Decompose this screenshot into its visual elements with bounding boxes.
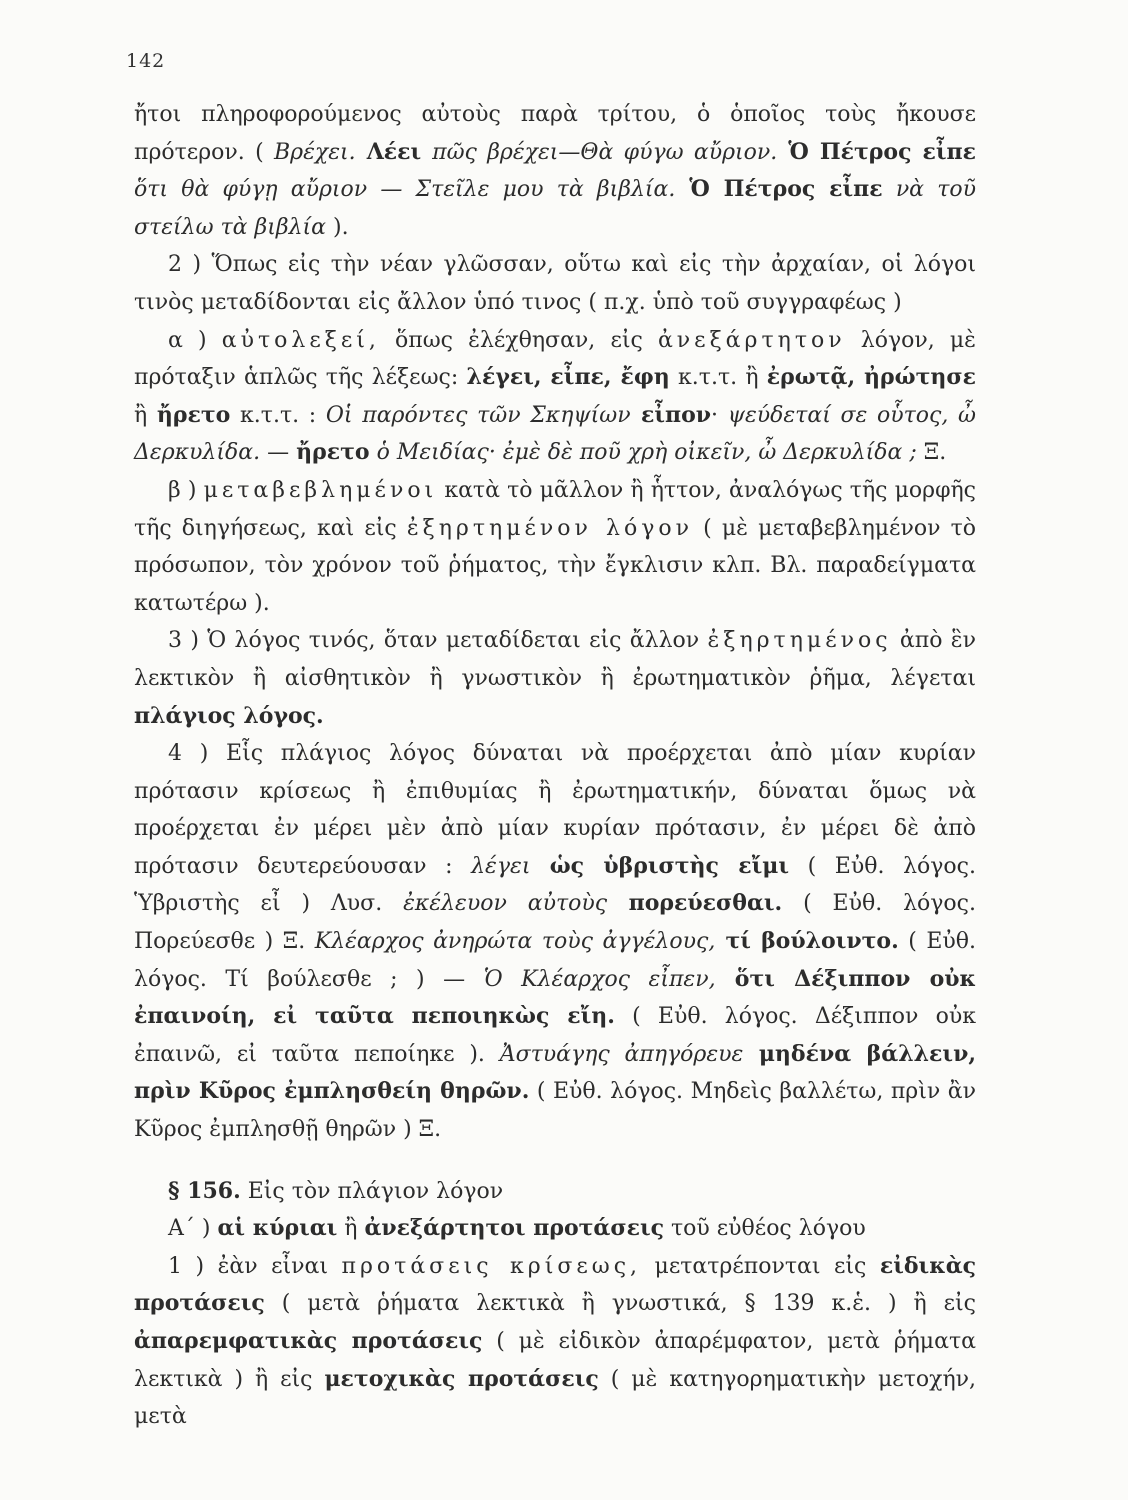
text-segment: τοῦ εὐθέος λόγου <box>664 1216 866 1242</box>
text-segment: ἢ <box>337 1216 365 1242</box>
text-segment: ἤτοι πληροφορούμενος αὐτοὺς παρὰ τρίτου, ὁ ὁποῖος τοὺς ἤκουσε πρότερον. ( <box>134 102 976 165</box>
text-segment: νὰ τοῦ στείλω τὰ βιβλία <box>134 177 977 240</box>
text-segment: μετοχικὰς προτάσεις <box>324 1365 599 1392</box>
text-segment: ἀπὸ ἓν λεκτικὸν ἢ αἰσθητικὸν ἢ γνωστικὸν ἢ ἐρωτηματικὸν ῥῆμα, λέγεται <box>134 628 976 691</box>
text-segment: ψεύδεταί σε οὗτος, ὦ Δερκυλίδα. <box>134 402 976 466</box>
text-segment: λόγον, μὲ πρόταξιν ἁπλῶς τῆς λέξεως: <box>134 327 976 391</box>
text-segment: 2 ) Ὅπως εἰς τὴν νέαν γλῶσσαν, οὕτω καὶ εἰς τὴν ἀρχαίαν, οἱ λόγοι τινὸς μεταδίδονται εἰς ἄλλον ὑπό τινος ( π.χ. ὑπὸ τοῦ συγγραφέως ) <box>134 252 976 315</box>
paragraph <box>134 1248 976 1436</box>
text-segment: α ) <box>168 327 222 353</box>
text-segment: ὁ Μειδίας· ἐμὲ δὲ ποῦ χρὴ οἰκεῖν, ὦ Δερκυλίδα ; <box>376 440 917 466</box>
section-heading <box>134 1173 976 1211</box>
text-segment: — <box>260 440 297 466</box>
text-segment: · <box>711 402 728 428</box>
text-segment: ἀνεξάρτητοι προτάσεις <box>364 1215 664 1242</box>
text-segment: ( Εὐθ. λόγος. Ὑβριστὴς εἶ ) Λυσ. <box>134 853 976 917</box>
text-segment: ὅτι θὰ φύγῃ αὔριον — Στεῖλε μου τὰ βιβλία. <box>134 177 676 203</box>
text-segment: ὡς ὑβριστὴς εἴμι <box>530 852 789 879</box>
text-segment: ὅπως ἐλέχθησαν, εἰς <box>379 327 658 353</box>
text-segment: β ) <box>168 477 204 503</box>
text-segment: αἱ κύριαι <box>217 1215 338 1242</box>
paragraph <box>134 1210 976 1248</box>
text-segment: ( μὲ μεταβεβλημένον τὸ πρόσωπον, τὸν χρόνον τοῦ ῥήματος, τὴν ἔγκλισιν κλπ. Βλ. παραδείγματα κατωτέρω ). <box>134 515 976 616</box>
text-segment <box>883 177 896 202</box>
text-segment: Οἱ παρόντες τῶν Σκηψίων <box>325 402 631 428</box>
text-segment: Λέει <box>355 138 433 165</box>
paragraph <box>134 735 976 1149</box>
text-segment: προτάσεις κρίσεως, <box>341 1253 642 1279</box>
text-segment: Βρέχει. <box>274 139 356 165</box>
text-segment: ἐκέλευον αὐτοὺς <box>403 891 608 917</box>
text-segment: ( μετὰ ῥήματα λεκτικὰ ἢ γνωστικά, § 139 κ.ἑ. ) ἢ εἰς <box>264 1291 976 1317</box>
text-segment: ( Εὐθ. λόγος. Δέξιππον οὐκ ἐπαινῶ, εἰ ταῦτα πεποίηκε ). <box>134 1004 976 1067</box>
text-segment: ἐρωτᾷ, ἠρώτησε <box>766 364 977 391</box>
text-segment: λέγει <box>471 853 531 879</box>
text-segment: πορεύεσθαι. <box>607 890 783 917</box>
text-segment: ). <box>326 214 349 240</box>
text-segment: κ.τ.τ. : <box>230 402 326 428</box>
text-segment: § 156. <box>168 1177 241 1204</box>
text-segment: ἀνεξάρτητον <box>657 327 846 353</box>
text-segment: Ξ. <box>916 440 947 466</box>
text-segment: ( μὲ κατηγορηματικὴν μετοχήν, μετὰ <box>134 1366 976 1430</box>
text-segment: πῶς βρέχει—Θὰ φύγω αὔριον. <box>432 139 778 165</box>
text-segment: κ.τ.τ. ἢ <box>669 365 767 391</box>
text-segment: ἐξηρτημένος <box>707 628 892 654</box>
paragraph <box>134 96 976 246</box>
text-segment: ἤρετο <box>296 439 370 466</box>
text-segment: εἶπον <box>630 401 712 428</box>
page-number: 142 <box>126 50 166 72</box>
text-segment: πλάγιος λόγος. <box>134 702 324 729</box>
text-segment: Α΄ ) <box>168 1216 218 1242</box>
text-segment: ( Εὐθ. λόγος. Πορεύεσθε ) Ξ. <box>134 891 976 955</box>
text-segment: λέγει, εἶπε, ἔφη <box>466 364 670 391</box>
text-segment: ἢ <box>134 402 157 428</box>
text-segment: Ὁ Πέτρος εἶπε <box>675 176 883 203</box>
text-segment: Κλέαρχος ἀνηρώτα τοὺς ἀγγέλους, <box>314 929 716 955</box>
text-segment: ( μὲ εἰδικὸν ἀπαρέμφατον, μετὰ ῥήματα λεκτικὰ ) ἢ εἰς <box>134 1329 976 1392</box>
text-segment: ἤρετο <box>156 401 231 428</box>
paragraph <box>134 322 976 472</box>
text-segment: Ἀστυάγης ἀπηγόρευε <box>499 1041 744 1067</box>
text-segment: αὐτολεξεί, <box>221 327 380 353</box>
text-segment: μεταβεβλημένοι <box>203 477 438 503</box>
text-segment: τί βούλοιντο. <box>715 928 899 955</box>
text-segment: Ὁ Πέτρος εἶπε <box>777 138 976 165</box>
text-segment: Ὁ Κλέαρχος εἶπεν, <box>483 966 716 992</box>
paragraph <box>134 622 976 735</box>
text-segment: ἐξηρτημένον λόγον <box>406 515 693 541</box>
text-segment: 1 ) ἐὰν εἶναι <box>168 1253 342 1279</box>
text-segment: ( Εὐθ. λόγος. Μηδεὶς βαλλέτω, πρὶν ἂν Κῦρος ἐμπλησθῇ θηρῶν ) Ξ. <box>134 1079 976 1143</box>
body-text <box>134 96 976 1436</box>
text-segment: μετατρέπονται εἰς <box>641 1253 880 1279</box>
text-segment: ( Εὐθ. λόγος. Τί βούλεσθε ; ) — <box>134 929 976 992</box>
text-segment: 3 ) Ὁ λόγος τινός, ὅταν μεταδίδεται εἰς ἄλλον <box>168 628 708 654</box>
text-segment: εἰδικὰς προτάσεις <box>134 1252 977 1317</box>
paragraph <box>134 246 976 321</box>
text-segment: 4 ) Εἷς πλάγιος λόγος δύναται νὰ προέρχεται ἀπὸ μίαν κυρίαν πρότασιν κρίσεως ἢ ἐπιθυμίας ἢ ἐρωτηματικήν, δύναται ὅμως νὰ προέρχεται ἐν μέρει μὲν ἀπὸ μίαν κυρίαν πρότασιν, ἐν μέρει δὲ ἀπὸ πρότασιν δευτερεύουσαν : <box>134 741 976 879</box>
text-segment <box>370 440 377 465</box>
text-segment: μηδένα βάλλειν, πρὶν Κῦρος ἐμπλησθείη θηρῶν. <box>134 1040 976 1105</box>
text-segment: Εἰς τὸν πλάγιον λόγον <box>240 1178 504 1204</box>
text-segment: ὅτι Δέξιππον οὐκ ἐπαινοίη, εἰ ταῦτα πεποιηκὼς εἴη. <box>134 965 977 1030</box>
text-segment: κατὰ τὸ μᾶλλον ἢ ἧττον, ἀναλόγως τῆς μορφῆς τῆς διηγήσεως, καὶ εἰς <box>134 477 976 541</box>
paragraph <box>134 472 976 622</box>
text-segment: ἀπαρεμφατικὰς προτάσεις <box>134 1328 483 1354</box>
